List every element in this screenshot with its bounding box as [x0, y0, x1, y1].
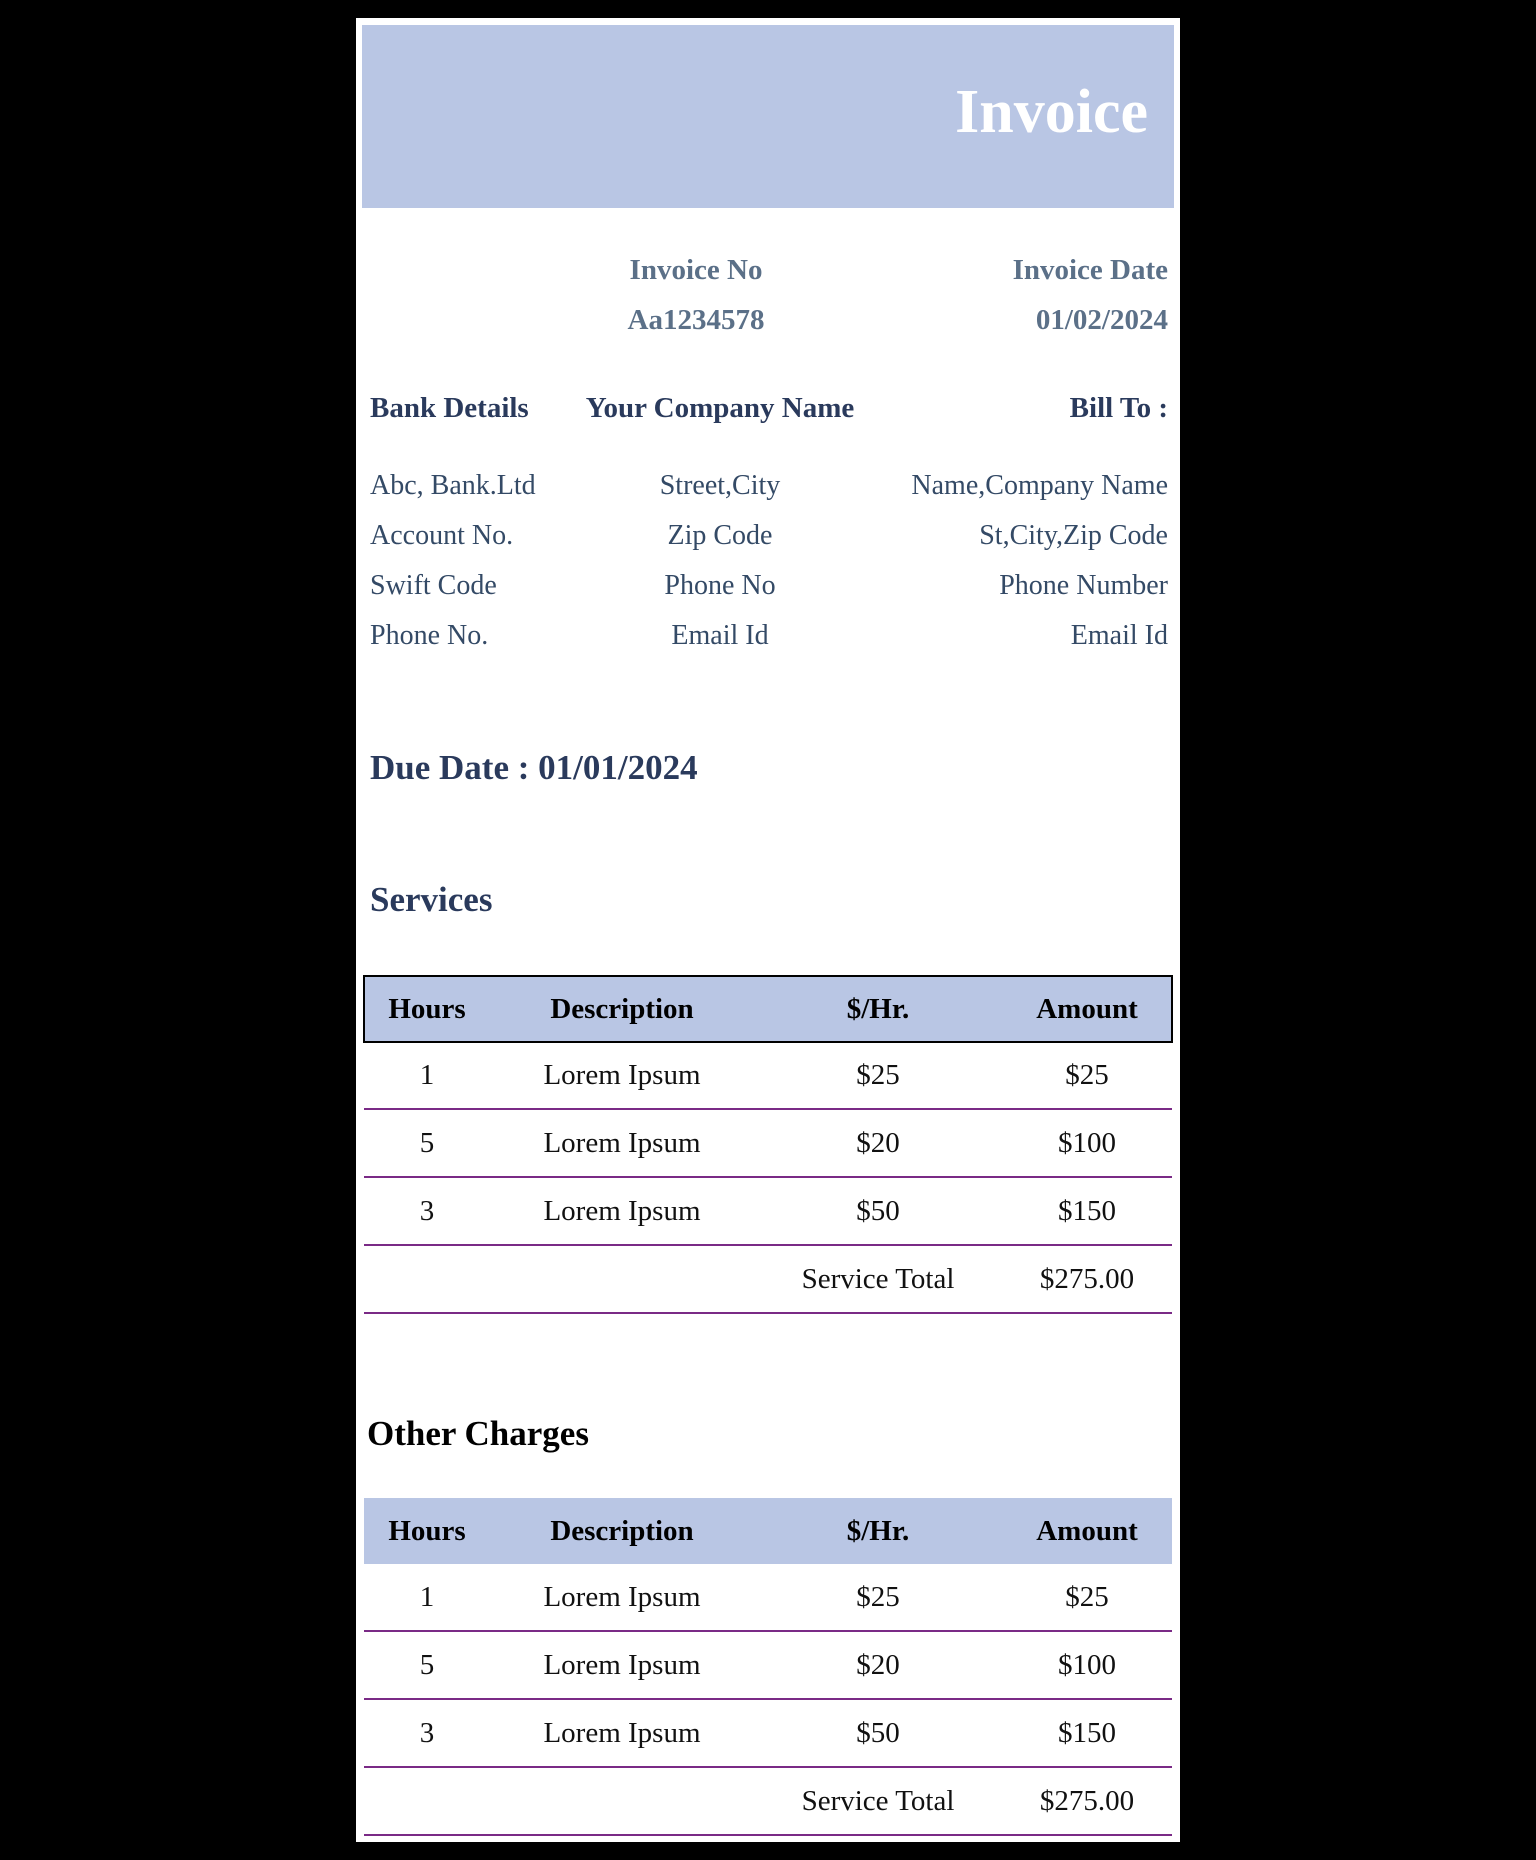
- bank-detail-line: Swift Code: [370, 570, 497, 601]
- invoice-title: Invoice: [955, 78, 1148, 146]
- invoice-page: [356, 18, 1180, 1842]
- cell-amount: $100: [1002, 1631, 1172, 1699]
- cell-amount: $150: [1002, 1177, 1172, 1245]
- cell-rate: $20: [754, 1631, 1002, 1699]
- cell-rate: $20: [754, 1109, 1002, 1177]
- table-row: [364, 1631, 1172, 1699]
- company-details-list: [570, 472, 870, 672]
- cell-rate: $25: [754, 1564, 1002, 1631]
- invoice-date-label: Invoice Date: [1012, 254, 1168, 286]
- cell-description: Lorem Ipsum: [490, 1177, 754, 1245]
- cell-hours: 1: [364, 1564, 490, 1631]
- total-row: [364, 1245, 1172, 1313]
- column-header-description: Description: [490, 976, 754, 1042]
- invoice-header-band: [362, 25, 1174, 208]
- table-row: [364, 1109, 1172, 1177]
- bill-to-heading: Bill To :: [1069, 392, 1168, 424]
- service-total-value: $275.00: [1002, 1245, 1172, 1313]
- column-header-rate: $/Hr.: [754, 1498, 1002, 1564]
- cell-description: Lorem Ipsum: [490, 1631, 754, 1699]
- cell-empty: [364, 1767, 490, 1835]
- table-row: [364, 1564, 1172, 1631]
- cell-description: Lorem Ipsum: [490, 1109, 754, 1177]
- cell-amount: $25: [1002, 1042, 1172, 1109]
- bill-to-line: Email Id: [1070, 620, 1168, 651]
- cell-hours: 1: [364, 1042, 490, 1109]
- services-title: Services: [370, 880, 493, 919]
- company-detail-line: Street,City: [659, 470, 781, 501]
- bank-detail-line: Phone No.: [370, 620, 489, 651]
- invoice-no-value: Aa1234578: [627, 304, 765, 336]
- bank-detail-line: Account No.: [370, 520, 514, 551]
- cell-hours: 5: [364, 1631, 490, 1699]
- invoice-no-label: Invoice No: [629, 254, 763, 286]
- invoice-date-value: 01/02/2024: [1035, 304, 1168, 336]
- cell-rate: $50: [754, 1177, 1002, 1245]
- column-header-amount: Amount: [1002, 976, 1172, 1042]
- bill-to-list: [868, 472, 1168, 672]
- bill-to-line: St,City,Zip Code: [979, 520, 1168, 551]
- services-table: [364, 976, 1172, 1314]
- other-total-label: Service Total: [754, 1767, 1002, 1835]
- service-total-label: Service Total: [754, 1245, 1002, 1313]
- cell-hours: 3: [364, 1177, 490, 1245]
- cell-description: Lorem Ipsum: [490, 1699, 754, 1767]
- cell-hours: 5: [364, 1109, 490, 1177]
- due-date: Due Date : 01/01/2024: [370, 748, 698, 787]
- bill-to-line: Phone Number: [999, 570, 1168, 601]
- other-charges-table: [364, 1498, 1172, 1836]
- bill-to-line: Name,Company Name: [911, 470, 1168, 501]
- column-header-hours: Hours: [364, 976, 490, 1042]
- cell-empty: [490, 1245, 754, 1313]
- table-header-row: [364, 976, 1172, 1042]
- company-name-heading: Your Company Name: [585, 392, 855, 424]
- cell-amount: $100: [1002, 1109, 1172, 1177]
- company-detail-line: Email Id: [671, 620, 769, 651]
- company-detail-line: Phone No: [664, 570, 776, 601]
- column-header-rate: $/Hr.: [754, 976, 1002, 1042]
- company-detail-line: Zip Code: [667, 520, 773, 551]
- other-total-value: $275.00: [1002, 1767, 1172, 1835]
- table-header-row: [364, 1498, 1172, 1564]
- column-header-description: Description: [490, 1498, 754, 1564]
- cell-description: Lorem Ipsum: [490, 1042, 754, 1109]
- cell-rate: $25: [754, 1042, 1002, 1109]
- table-row: [364, 1042, 1172, 1109]
- other-charges-title: Other Charges: [367, 1414, 589, 1453]
- cell-amount: $150: [1002, 1699, 1172, 1767]
- table-row: [364, 1699, 1172, 1767]
- cell-empty: [364, 1245, 490, 1313]
- cell-amount: $25: [1002, 1564, 1172, 1631]
- cell-rate: $50: [754, 1699, 1002, 1767]
- cell-hours: 3: [364, 1699, 490, 1767]
- bank-detail-line: Abc, Bank.Ltd: [370, 470, 536, 501]
- bank-details-heading: Bank Details: [370, 392, 529, 424]
- column-header-amount: Amount: [1002, 1498, 1172, 1564]
- cell-description: Lorem Ipsum: [490, 1564, 754, 1631]
- cell-empty: [490, 1767, 754, 1835]
- table-row: [364, 1177, 1172, 1245]
- column-header-hours: Hours: [364, 1498, 490, 1564]
- total-row: [364, 1767, 1172, 1835]
